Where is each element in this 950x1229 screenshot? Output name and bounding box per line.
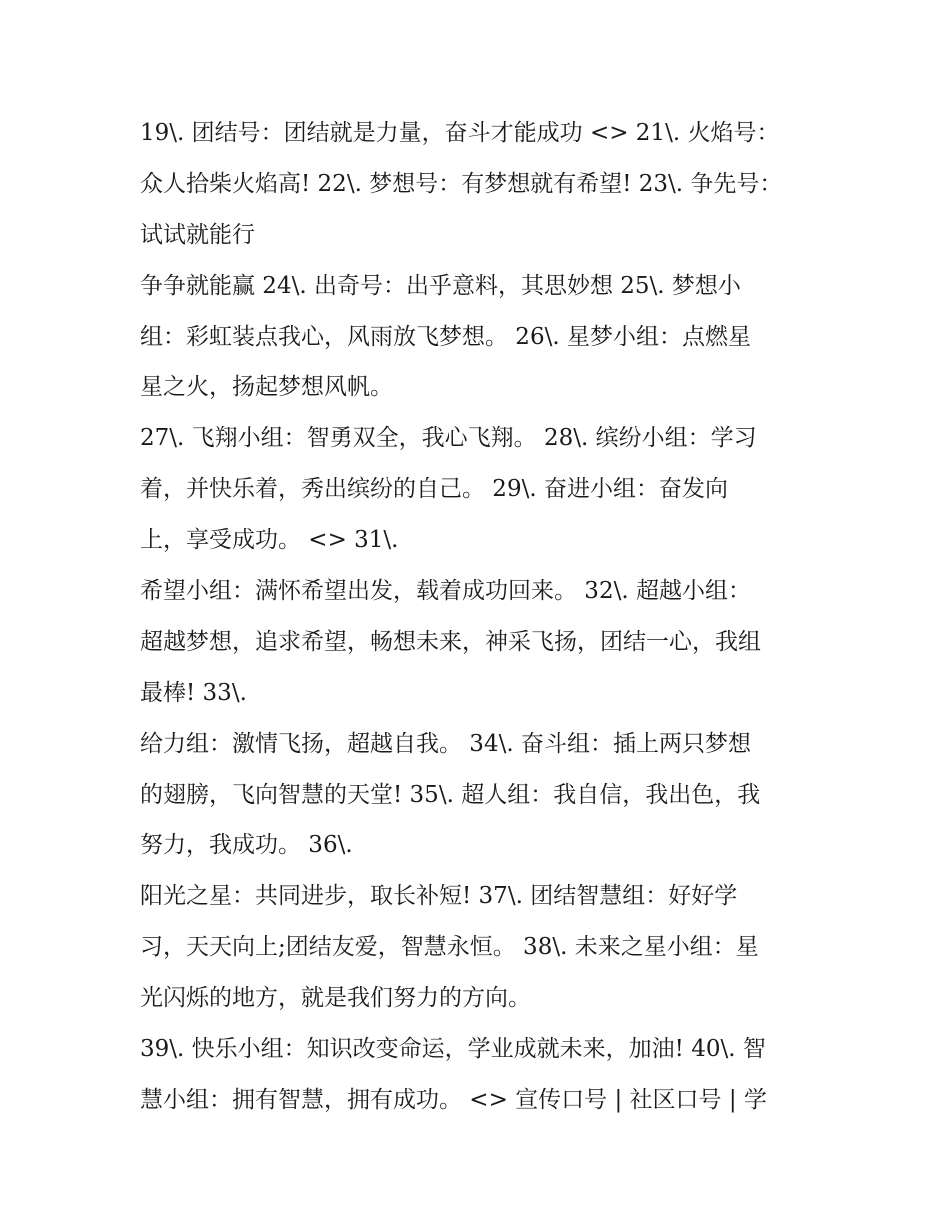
text-line: 争争就能赢 24\. 出奇号：出乎意料，其思妙想 25\. 梦想小 bbox=[140, 272, 741, 299]
text-line: 努力，我成功。 36\. bbox=[140, 832, 353, 859]
text-line: 光闪烁的地方，就是我们努力的方向。 bbox=[140, 985, 531, 1012]
text-line: 阳光之星：共同进步，取长补短! 37\. 团结智慧组：好好学 bbox=[140, 883, 738, 910]
text-line: 超越梦想，追求希望，畅想未来，神采飞扬，团结一心，我组 bbox=[140, 628, 761, 655]
text-line: 试试就能行 bbox=[140, 221, 255, 248]
text-line: 上，享受成功。 <> 31\. bbox=[140, 527, 399, 554]
text-line: 39\. 快乐小组：知识改变命运，学业成就未来，加油! 40\. 智 bbox=[140, 1036, 766, 1063]
text-line: 的翅膀，飞向智慧的天堂! 35\. 超人组：我自信，我出色，我 bbox=[140, 781, 761, 808]
text-line: 习，天天向上;团结友爱，智慧永恒。 38\. 未来之星小组：星 bbox=[140, 934, 759, 961]
text-line: 星之火，扬起梦想风帆。 bbox=[140, 374, 393, 401]
text-line: 着，并快乐着，秀出缤纷的自己。 29\. 奋进小组：奋发向 bbox=[140, 476, 728, 503]
text-line: 19\. 团结号：团结就是力量，奋斗才能成功 <> 21\. 火焰号： bbox=[140, 120, 780, 146]
text-line: 希望小组：满怀希望出发，载着成功回来。 32\. 超越小组： bbox=[140, 578, 751, 605]
text-line: 组：彩虹装点我心，风雨放飞梦想。 26\. 星梦小组：点燃星 bbox=[140, 323, 751, 350]
text-line: 27\. 飞翔小组：智勇双全，我心飞翔。 28\. 缤纷小组：学习 bbox=[140, 425, 757, 452]
text-line: 慧小组：拥有智慧，拥有成功。 <> 宣传口号 | 社区口号 | 学 bbox=[140, 1086, 767, 1113]
text-line: 最棒! 33\. bbox=[140, 679, 247, 706]
text-line: 众人拾柴火焰高! 22\. 梦想号：有梦想就有希望! 23\. 争先号： bbox=[140, 170, 783, 197]
text-line: 给力组：激情飞扬，超越自我。 34\. 奋斗组：插上两只梦想 bbox=[140, 730, 751, 757]
document-text bbox=[140, 108, 830, 1126]
